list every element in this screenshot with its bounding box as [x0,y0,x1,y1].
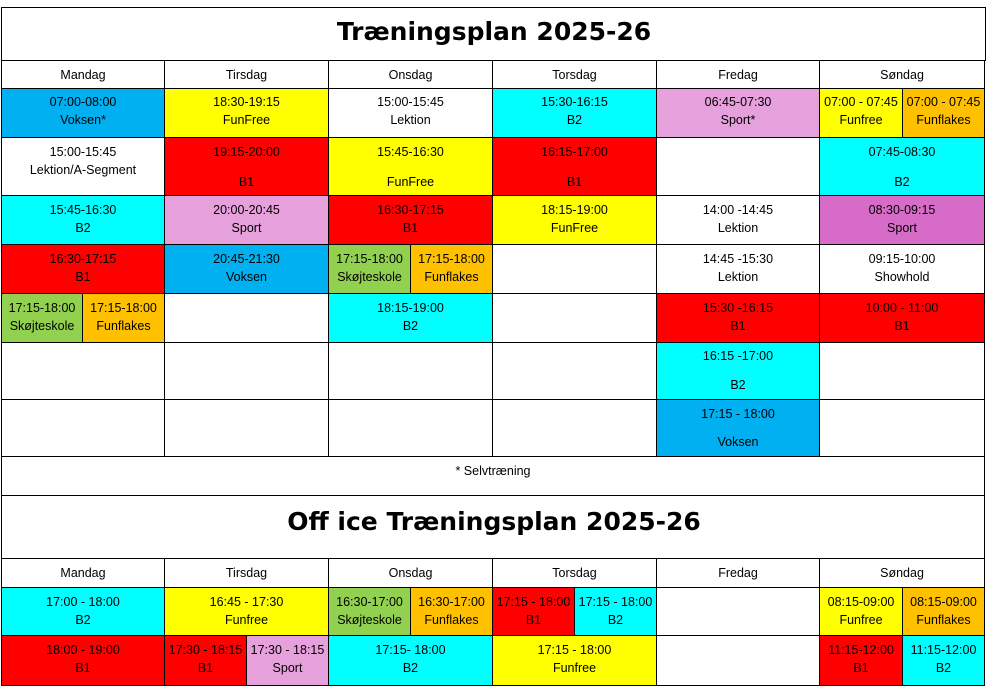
session-time: 16:30-17:15 [377,203,444,217]
schedule-cell [657,400,820,457]
schedule-cell [820,588,903,636]
session-time: 16:15 -17:00 [702,349,774,363]
session-time: 17:15 - 18:00 [537,643,612,657]
session-label: FunFree [550,221,599,235]
session-label: Funflakes [424,270,479,284]
session-time: 17:00 - 18:00 [46,595,120,609]
day-header [820,558,985,588]
session-time: 15:45-16:30 [49,203,117,217]
session-time: 17:15-18:00 [336,252,403,266]
empty-cell [493,343,657,400]
session-time: 11:15-12:00 [828,643,894,657]
day-header [329,60,493,89]
day-header [657,558,820,588]
session-time: 16:15-17:00 [541,145,608,159]
session-label: Funflakes [96,319,151,333]
session-label: Voksen [225,270,267,284]
session-label: Lektion [717,270,759,284]
session-label: B1 [525,613,542,627]
section-title: Off ice Træningsplan 2025-26 [287,507,701,536]
session-label: Skøjteskole [9,319,75,333]
schedule-cell [657,89,820,138]
session-time: 18:15-19:00 [377,301,444,315]
session-time: 15:00-15:45 [49,145,117,159]
session-time: 16:30-17:00 [418,595,485,609]
session-time: 17:15-18:00 [8,301,76,315]
day-header-label: Fredag [718,68,758,82]
session-time: 19:15-20:00 [213,145,280,159]
session-time: 15:30 -16:15 [702,301,774,315]
session-time: 17:15 - 18:00 [578,595,653,609]
session-label: FunFree [222,113,271,127]
schedule-cell [165,196,329,245]
empty-cell [820,343,985,400]
day-header [493,60,657,89]
schedule-cell [493,138,657,196]
session-label: Voksen [717,435,759,449]
session-time: 17:15- 18:00 [375,643,446,657]
note-row [1,457,985,496]
session-time: 07:00 - 07:45 [906,95,981,109]
empty-cell [165,294,329,343]
schedule-cell [411,245,493,294]
day-header [657,60,820,89]
schedule-cell [329,294,493,343]
session-time: 16:30-17:15 [49,252,117,266]
session-time: 11:15-12:00 [910,643,977,657]
day-header [1,60,165,89]
empty-cell [1,400,165,457]
empty-cell [493,245,657,294]
session-time: 09:15-10:00 [868,252,936,266]
schedule-cell [1,138,165,196]
session-time: 10:00 - 11:00 [865,301,939,315]
day-header-label: Søndag [880,68,924,82]
empty-cell [657,138,820,196]
session-label: B1 [238,175,255,189]
session-time: 08:30-09:15 [868,203,936,217]
session-label: B1 [402,221,419,235]
session-label: Funfree [224,613,269,627]
schedule-cell [820,245,985,294]
empty-cell [493,400,657,457]
empty-cell [657,636,820,686]
schedule-cell [1,89,165,138]
session-label: B1 [197,661,214,675]
footnote: * Selvtræning [455,464,531,478]
session-label: Skøjteskole [337,270,402,284]
empty-cell [1,343,165,400]
day-header-label: Mandag [60,68,106,82]
schedule-cell [820,636,903,686]
schedule-cell [657,245,820,294]
session-label: B2 [402,661,419,675]
session-label: Showhold [874,270,930,284]
session-time: 15:30-16:15 [541,95,608,109]
day-header [165,558,329,588]
schedule-cell [1,245,165,294]
session-label: Funflakes [916,113,971,127]
empty-cell [165,343,329,400]
day-header [1,558,165,588]
schedule-cell [657,294,820,343]
schedule-cell [247,636,329,686]
session-time: 17:15-18:00 [418,252,485,266]
schedule-cell [329,138,493,196]
schedule-cell [903,636,985,686]
empty-cell [657,588,820,636]
empty-cell [165,400,329,457]
session-label: Lektion [717,221,759,235]
session-time: 07:00 - 07:45 [824,95,898,109]
day-header-label: Søndag [880,566,924,580]
session-time: 20:45-21:30 [213,252,280,266]
schedule-cell [820,89,903,138]
session-label: Lektion [390,113,431,127]
schedule-cell [329,636,493,686]
session-time: 16:30-17:00 [336,595,403,609]
session-label: B1 [730,319,746,333]
session-label: B1 [75,270,91,284]
session-time: 14:00 -14:45 [702,203,774,217]
session-time: 20:00-20:45 [213,203,280,217]
schedule-cell [903,89,985,138]
schedule-cell [165,588,329,636]
session-time: 15:45-16:30 [377,145,444,159]
empty-cell [493,294,657,343]
schedule-cell [575,588,657,636]
session-label: Funfree [839,113,883,127]
session-label: B2 [607,613,624,627]
schedule-cell [329,245,411,294]
schedule-cell [820,196,985,245]
session-time: 17:15 - 18:00 [496,595,571,609]
schedule-cell [657,196,820,245]
empty-cell [820,400,985,457]
schedule-cell [83,294,165,343]
session-label: Sport* [720,113,756,127]
day-header [493,558,657,588]
schedule-cell [820,138,985,196]
schedule-cell [329,89,493,138]
schedule-cell [493,89,657,138]
session-label: B2 [402,319,419,333]
session-time: 08:15-09:00 [910,595,977,609]
session-label: B2 [935,661,952,675]
session-label: B2 [75,613,91,627]
session-label: B2 [566,113,583,127]
schedule-cell [329,588,411,636]
session-label: B2 [894,175,910,189]
day-header-label: Onsdag [388,68,433,82]
schedule-cell [1,196,165,245]
schedule-cell [1,588,165,636]
day-header-label: Fredag [718,566,758,580]
page-title: Træningsplan 2025-26 [336,17,652,46]
session-time: 18:30-19:15 [213,95,280,109]
session-label: Sport [231,221,262,235]
session-label: B2 [75,221,91,235]
day-header-label: Tirsdag [225,566,268,580]
day-header-label: Onsdag [388,566,433,580]
schedule-cell [1,294,83,343]
day-header-label: Tirsdag [225,68,268,82]
schedule-cell [165,138,329,196]
schedule-cell [493,636,657,686]
session-label: Sport [272,661,303,675]
schedule-cell [903,588,985,636]
session-time: 17:30 - 18:15 [168,643,243,657]
session-label: Voksen* [60,113,106,127]
schedule-cell [329,196,493,245]
session-time: 08:15-09:00 [827,595,895,609]
session-time: 16:45 - 17:30 [209,595,284,609]
session-label: Skøjteskole [337,613,402,627]
day-header-label: Torsdag [552,68,597,82]
session-time: 18:15-19:00 [541,203,608,217]
session-label: Funflakes [916,613,971,627]
schedule-cell [165,89,329,138]
session-label: B1 [75,661,91,675]
schedule-cell [820,294,985,343]
session-time: 06:45-07:30 [704,95,772,109]
session-time: 17:30 - 18:15 [250,643,325,657]
day-header-label: Mandag [60,566,106,580]
schedule-cell [165,636,247,686]
session-label: Funfree [839,613,883,627]
session-label: Funflakes [424,613,479,627]
session-time: 17:15-18:00 [90,301,157,315]
session-time: 15:00-15:45 [377,95,444,109]
session-time: 17:15 - 18:00 [701,407,775,421]
schedule-cell [493,196,657,245]
session-time: 18:00 - 19:00 [46,643,120,657]
empty-cell [329,400,493,457]
day-header [820,60,985,89]
schedule-cell [411,588,493,636]
schedule-cell [1,636,165,686]
schedule-cell [165,245,329,294]
empty-cell [329,343,493,400]
session-time: 07:00-08:00 [49,95,117,109]
session-label: B2 [730,378,746,392]
schedule-cell [493,588,575,636]
day-header [165,60,329,89]
session-time: 07:45-08:30 [868,145,936,159]
session-label: Sport [887,221,917,235]
session-label: B1 [853,661,869,675]
session-label: Lektion/A-Segment [29,163,137,177]
session-label: FunFree [386,175,435,189]
session-label: B1 [566,175,583,189]
session-time: 14:45 -15:30 [702,252,774,266]
session-label: B1 [894,319,910,333]
schedule-cell [657,343,820,400]
day-header-label: Torsdag [552,566,597,580]
day-header [329,558,493,588]
session-label: Funfree [552,661,597,675]
